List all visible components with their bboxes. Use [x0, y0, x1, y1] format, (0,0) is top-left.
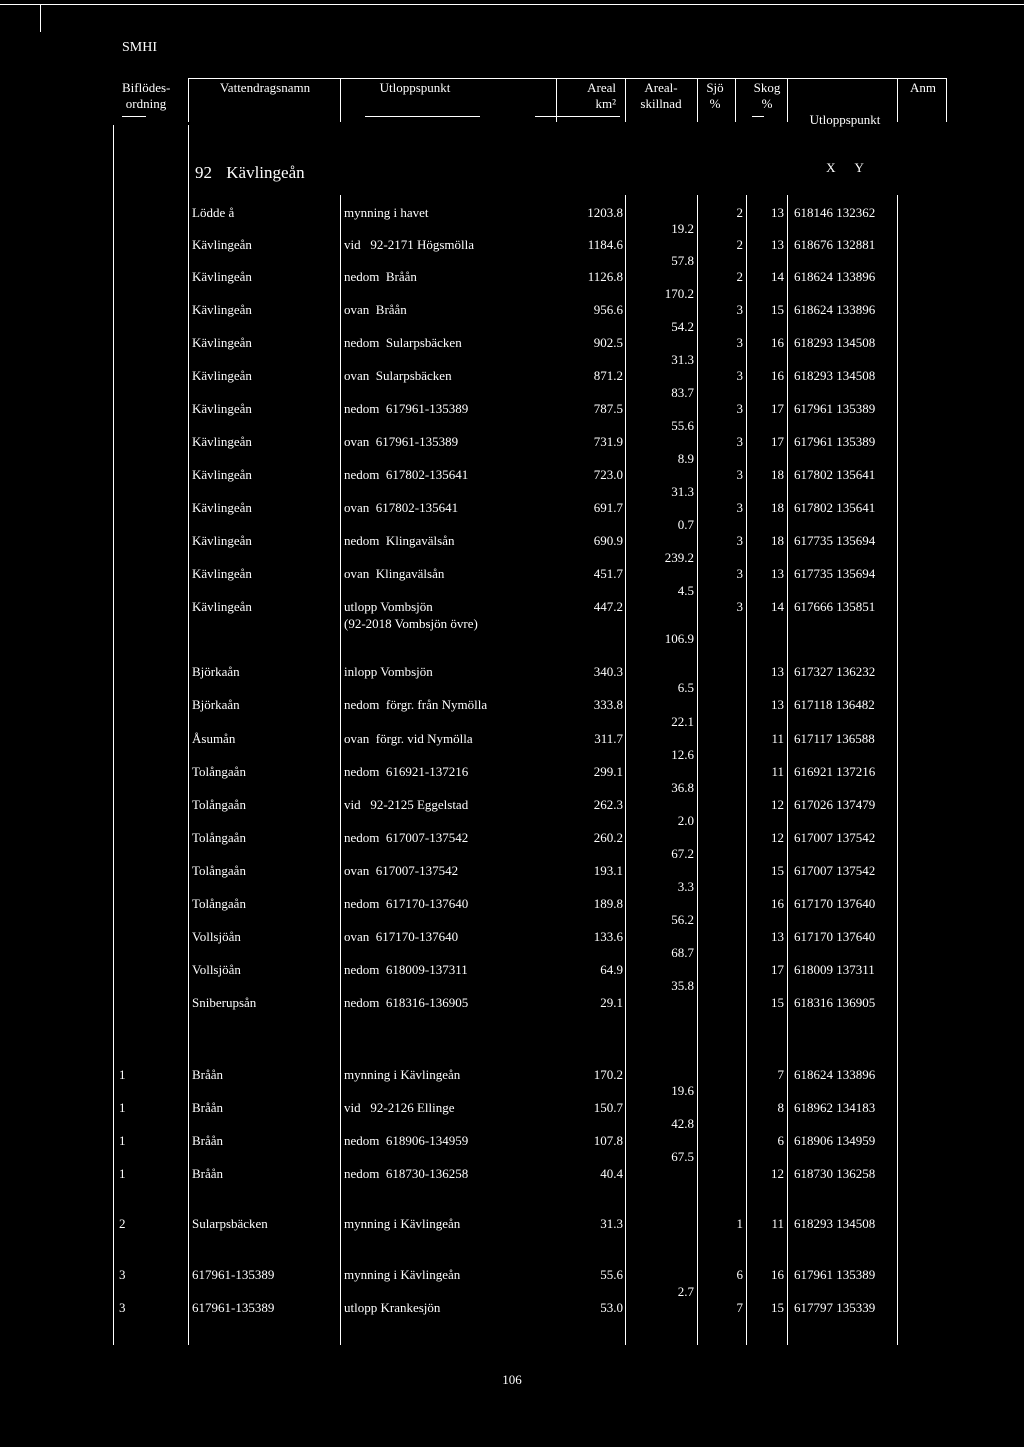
header-arealskillnad — [628, 80, 694, 112]
name-cell: Kävlingeån — [192, 269, 252, 284]
outlet-cell: ovan Sularpsbäcken — [344, 368, 452, 383]
forest-percent-cell: 17 — [771, 434, 784, 449]
forest-percent-cell: 13 — [771, 205, 784, 220]
forest-percent-cell: 7 — [777, 1067, 784, 1082]
coordinates-cell: 617735 135694 — [794, 533, 876, 548]
header-biflodesordning — [122, 80, 170, 112]
outlet-cell: nedom 618730-136258 — [344, 1166, 469, 1181]
lake-percent-cell: 7 — [736, 1300, 743, 1315]
column-rule — [188, 125, 189, 1345]
header-skog — [750, 80, 784, 112]
forest-percent-cell: 13 — [771, 929, 784, 944]
coordinates-cell: 618962 134183 — [794, 1100, 876, 1115]
lake-percent-cell: 2 — [736, 205, 743, 220]
area-cell: 64.9 — [600, 962, 623, 977]
lake-percent-cell: 3 — [736, 467, 743, 482]
area-cell: 260.2 — [593, 830, 623, 845]
column-rule — [787, 195, 788, 1345]
header-divider — [697, 78, 698, 122]
order-cell: 1 — [119, 1067, 126, 1082]
header-text: % — [761, 96, 773, 111]
forest-percent-cell: 15 — [771, 1300, 784, 1315]
area-difference-value: 19.2 — [671, 221, 694, 236]
forest-percent-cell: 16 — [771, 368, 784, 383]
outlet-cell: nedom Klingavälsån — [344, 533, 455, 548]
area-cell: 53.0 — [600, 1300, 623, 1315]
name-cell: Bråån — [192, 1067, 224, 1082]
header-text: skillnad — [640, 96, 682, 111]
forest-percent-cell: 14 — [771, 599, 784, 614]
frame-line — [0, 4, 40, 5]
area-difference-value: 56.2 — [671, 912, 694, 927]
coordinates-cell: 618730 136258 — [794, 1166, 876, 1181]
header-text: Utloppspunkt — [809, 112, 881, 127]
coordinates-cell: 617327 136232 — [794, 664, 876, 679]
outlet-cell: nedom 617802-135641 — [344, 467, 469, 482]
coordinates-cell: 617797 135339 — [794, 1300, 876, 1315]
forest-percent-cell: 8 — [777, 1100, 784, 1115]
name-cell: 617961-135389 — [192, 1300, 275, 1315]
name-cell: Björkaån — [192, 697, 240, 712]
outlet-cell: vid 92-2126 Ellinge — [344, 1100, 455, 1115]
lake-percent-cell: 3 — [736, 500, 743, 515]
name-cell: Tolångaån — [192, 830, 246, 845]
header-text: km² — [595, 96, 616, 111]
area-difference-value: 31.3 — [671, 352, 694, 367]
column-rule — [340, 195, 341, 1345]
forest-percent-cell: 12 — [771, 1166, 784, 1181]
outlet-cell: vid 92-2171 Högsmölla — [344, 237, 474, 252]
name-cell: Björkaån — [192, 664, 240, 679]
outlet-cell: ovan 617802-135641 — [344, 500, 459, 515]
outlet-cell: mynning i Kävlingeån — [344, 1216, 461, 1231]
forest-percent-cell: 13 — [771, 697, 784, 712]
order-cell: 2 — [119, 1216, 126, 1231]
area-cell: 133.6 — [593, 929, 623, 944]
lake-percent-cell: 2 — [736, 237, 743, 252]
area-cell: 723.0 — [593, 467, 623, 482]
forest-percent-cell: 11 — [771, 731, 784, 746]
header-rule — [752, 116, 764, 117]
header-text: ordning — [125, 96, 167, 111]
order-cell: 1 — [119, 1166, 126, 1181]
lake-percent-cell: 3 — [736, 434, 743, 449]
header-text: Sjö — [706, 80, 724, 95]
header-rule — [365, 116, 480, 117]
page-number: 106 — [502, 1372, 522, 1387]
outlet-note-cell: (92-2018 Vombsjön övre) — [344, 616, 478, 631]
outlet-cell: utlopp Vombsjön — [344, 599, 433, 614]
coordinates-cell: 618676 132881 — [794, 237, 876, 252]
area-difference-value: 6.5 — [677, 680, 694, 695]
coordinates-cell: 617961 135389 — [794, 401, 876, 416]
lake-percent-cell: 3 — [736, 302, 743, 317]
header-divider — [188, 78, 189, 122]
coordinates-cell: 618293 134508 — [794, 368, 876, 383]
area-difference-value: 68.7 — [671, 945, 694, 960]
area-difference-value: 2.0 — [677, 813, 694, 828]
area-difference-value: 22.1 — [671, 714, 694, 729]
header-divider — [556, 78, 557, 122]
outlet-cell: mynning i havet — [344, 205, 429, 220]
header-divider — [735, 78, 736, 122]
area-cell: 690.9 — [593, 533, 623, 548]
header-text: X Y — [826, 160, 864, 175]
area-cell: 31.3 — [600, 1216, 623, 1231]
section-title: 92 Kävlingeån — [195, 163, 305, 182]
coordinates-cell: 618009 137311 — [794, 962, 875, 977]
lake-percent-cell: 3 — [736, 566, 743, 581]
name-cell: Kävlingeån — [192, 599, 252, 614]
forest-percent-cell: 17 — [771, 962, 784, 977]
order-cell: 1 — [119, 1133, 126, 1148]
area-cell: 447.2 — [593, 599, 623, 614]
name-cell: Kävlingeån — [192, 368, 252, 383]
header-divider — [625, 78, 626, 122]
frame-line — [40, 4, 41, 32]
outlet-cell: nedom Sularpsbäcken — [344, 335, 462, 350]
outlet-cell: ovan förgr. vid Nymölla — [344, 731, 473, 746]
coordinates-cell: 618624 133896 — [794, 269, 876, 284]
forest-percent-cell: 17 — [771, 401, 784, 416]
outlet-cell: utlopp Krankesjön — [344, 1300, 441, 1315]
coordinates-cell: 617170 137640 — [794, 896, 876, 911]
area-cell: 340.3 — [593, 664, 623, 679]
coordinates-cell: 617961 135389 — [794, 1267, 876, 1282]
header-text: Biflödes- — [122, 80, 171, 95]
area-cell: 29.1 — [600, 995, 623, 1010]
area-cell: 262.3 — [593, 797, 623, 812]
area-cell: 150.7 — [593, 1100, 623, 1115]
lake-percent-cell: 1 — [736, 1216, 743, 1231]
header-divider — [946, 78, 947, 122]
coordinates-cell: 617961 135389 — [794, 434, 876, 449]
name-cell: Kävlingeån — [192, 467, 252, 482]
forest-percent-cell: 15 — [771, 302, 784, 317]
coordinates-cell: 618624 133896 — [794, 302, 876, 317]
outlet-cell: ovan 617961-135389 — [344, 434, 459, 449]
forest-percent-cell: 12 — [771, 797, 784, 812]
area-cell: 451.7 — [593, 566, 623, 581]
area-cell: 189.8 — [593, 896, 623, 911]
name-cell: Tolångaån — [192, 797, 246, 812]
lake-percent-cell: 6 — [736, 1267, 743, 1282]
order-cell: 3 — [119, 1267, 126, 1282]
outlet-cell: mynning i Kävlingeån — [344, 1067, 461, 1082]
header-anm: Anm — [910, 80, 936, 95]
lake-percent-cell: 3 — [736, 335, 743, 350]
area-cell: 299.1 — [593, 764, 623, 779]
name-cell: Sularpsbäcken — [192, 1216, 268, 1231]
coordinates-cell: 617118 136482 — [794, 697, 875, 712]
column-rule — [897, 195, 898, 1345]
forest-percent-cell: 18 — [771, 467, 784, 482]
lake-percent-cell: 3 — [736, 401, 743, 416]
name-cell: Kävlingeån — [192, 434, 252, 449]
agency-label: SMHI — [122, 40, 158, 55]
column-rule — [625, 195, 626, 1345]
outlet-cell: inlopp Vombsjön — [344, 664, 433, 679]
header-rule — [122, 116, 146, 117]
area-difference-value: 67.5 — [671, 1149, 694, 1164]
area-cell: 956.6 — [593, 302, 623, 317]
name-cell: Tolångaån — [192, 863, 246, 878]
coordinates-cell: 618293 134508 — [794, 335, 876, 350]
frame-line — [40, 4, 1024, 5]
area-difference-value: 36.8 — [671, 780, 694, 795]
area-difference-value: 31.3 — [671, 484, 694, 499]
name-cell: Kävlingeån — [192, 401, 252, 416]
outlet-cell: mynning i Kävlingeån — [344, 1267, 461, 1282]
header-rule — [188, 78, 946, 79]
name-cell: Bråån — [192, 1133, 224, 1148]
name-cell: Tolångaån — [192, 896, 246, 911]
forest-percent-cell: 15 — [771, 995, 784, 1010]
outlet-cell: nedom 618316-136905 — [344, 995, 469, 1010]
name-cell: Kävlingeån — [192, 335, 252, 350]
coordinates-cell: 617007 137542 — [794, 830, 876, 845]
lake-percent-cell: 3 — [736, 533, 743, 548]
outlet-cell: ovan 617007-137542 — [344, 863, 459, 878]
forest-percent-cell: 6 — [777, 1133, 784, 1148]
header-utloppspunkt: Utloppspunkt — [379, 80, 451, 95]
area-difference-value: 170.2 — [664, 286, 694, 301]
area-difference-value: 0.7 — [677, 517, 694, 532]
coordinates-cell: 618316 136905 — [794, 995, 876, 1010]
name-cell: Kävlingeån — [192, 500, 252, 515]
area-difference-value: 4.5 — [677, 583, 694, 598]
coordinates-cell: 617802 135641 — [794, 500, 876, 515]
area-difference-value: 54.2 — [671, 319, 694, 334]
forest-percent-cell: 14 — [771, 269, 784, 284]
name-cell: Sniberupsån — [192, 995, 257, 1010]
area-cell: 1126.8 — [587, 269, 623, 284]
area-cell: 55.6 — [600, 1267, 623, 1282]
header-rule — [535, 116, 620, 117]
forest-percent-cell: 18 — [771, 500, 784, 515]
area-difference-value: 19.6 — [671, 1083, 694, 1098]
name-cell: Bråån — [192, 1100, 224, 1115]
name-cell: Kävlingeån — [192, 237, 252, 252]
name-cell: Tolångaån — [192, 764, 246, 779]
name-cell: Kävlingeån — [192, 302, 252, 317]
outlet-cell: nedom 616921-137216 — [344, 764, 469, 779]
forest-percent-cell: 16 — [771, 335, 784, 350]
area-difference-value: 55.6 — [671, 418, 694, 433]
area-cell: 170.2 — [593, 1067, 623, 1082]
order-cell: 1 — [119, 1100, 126, 1115]
coordinates-cell: 618146 132362 — [794, 205, 876, 220]
area-difference-value: 42.8 — [671, 1116, 694, 1131]
forest-percent-cell: 13 — [771, 566, 784, 581]
name-cell: Vollsjöån — [192, 962, 241, 977]
area-cell: 193.1 — [593, 863, 623, 878]
coordinates-cell: 617170 137640 — [794, 929, 876, 944]
outlet-cell: nedom 617961-135389 — [344, 401, 469, 416]
lake-percent-cell: 3 — [736, 368, 743, 383]
name-cell: Vollsjöån — [192, 929, 241, 944]
area-cell: 40.4 — [600, 1166, 623, 1181]
name-cell: Kävlingeån — [192, 533, 252, 548]
area-cell: 787.5 — [593, 401, 623, 416]
column-rule — [113, 125, 114, 1345]
header-text: % — [709, 96, 721, 111]
lake-percent-cell: 2 — [736, 269, 743, 284]
forest-percent-cell: 13 — [771, 237, 784, 252]
name-cell: 617961-135389 — [192, 1267, 275, 1282]
area-cell: 902.5 — [593, 335, 623, 350]
area-cell: 1184.6 — [587, 237, 623, 252]
name-cell: Bråån — [192, 1166, 224, 1181]
area-difference-value: 2.7 — [677, 1284, 694, 1299]
area-difference-value: 35.8 — [671, 978, 694, 993]
outlet-cell: nedom Bråån — [344, 269, 417, 284]
area-cell: 107.8 — [593, 1133, 623, 1148]
order-cell: 3 — [119, 1300, 126, 1315]
outlet-cell: ovan Klingavälsån — [344, 566, 445, 581]
area-cell: 1203.8 — [587, 205, 623, 220]
header-divider — [340, 78, 341, 122]
area-cell: 333.8 — [593, 697, 623, 712]
forest-percent-cell: 18 — [771, 533, 784, 548]
coordinates-cell: 618624 133896 — [794, 1067, 876, 1082]
forest-percent-cell: 12 — [771, 830, 784, 845]
lake-percent-cell: 3 — [736, 599, 743, 614]
area-cell: 691.7 — [593, 500, 623, 515]
outlet-cell: nedom 618009-137311 — [344, 962, 468, 977]
outlet-cell: nedom 617007-137542 — [344, 830, 469, 845]
name-cell: Åsumån — [192, 731, 236, 746]
header-divider — [897, 78, 898, 122]
header-utloppspunkt-xy — [790, 80, 900, 192]
coordinates-cell: 617802 135641 — [794, 467, 876, 482]
header-divider — [787, 78, 788, 122]
area-difference-value: 8.9 — [677, 451, 694, 466]
coordinates-cell: 616921 137216 — [794, 764, 876, 779]
area-difference-value: 57.8 — [671, 253, 694, 268]
column-rule — [697, 195, 698, 1345]
name-cell: Kävlingeån — [192, 566, 252, 581]
forest-percent-cell: 16 — [771, 1267, 784, 1282]
header-areal — [560, 80, 616, 112]
column-rule — [746, 195, 747, 1345]
area-difference-value: 83.7 — [671, 385, 694, 400]
area-difference-value: 3.3 — [677, 879, 694, 894]
outlet-cell: nedom 617170-137640 — [344, 896, 469, 911]
header-vattendragsnamn: Vattendragsnamn — [219, 80, 311, 95]
forest-percent-cell: 15 — [771, 863, 784, 878]
forest-percent-cell: 11 — [771, 1216, 784, 1231]
header-sjo — [700, 80, 730, 112]
forest-percent-cell: 13 — [771, 664, 784, 679]
forest-percent-cell: 16 — [771, 896, 784, 911]
outlet-cell: ovan Bråån — [344, 302, 407, 317]
coordinates-cell: 617666 135851 — [794, 599, 876, 614]
area-difference-value: 239.2 — [664, 550, 694, 565]
coordinates-cell: 618906 134959 — [794, 1133, 876, 1148]
name-cell: Lödde å — [192, 205, 235, 220]
coordinates-cell: 617026 137479 — [794, 797, 876, 812]
coordinates-cell: 617117 136588 — [794, 731, 875, 746]
area-difference-value: 12.6 — [671, 747, 694, 762]
coordinates-cell: 617735 135694 — [794, 566, 876, 581]
coordinates-cell: 618293 134508 — [794, 1216, 876, 1231]
area-difference-value: 67.2 — [671, 846, 694, 861]
coordinates-cell: 617007 137542 — [794, 863, 876, 878]
header-text: Skog — [753, 80, 781, 95]
forest-percent-cell: 11 — [771, 764, 784, 779]
outlet-cell: vid 92-2125 Eggelstad — [344, 797, 469, 812]
outlet-cell: ovan 617170-137640 — [344, 929, 459, 944]
area-difference-value: 106.9 — [664, 631, 694, 646]
outlet-cell: nedom förgr. från Nymölla — [344, 697, 488, 712]
area-cell: 731.9 — [593, 434, 623, 449]
area-cell: 871.2 — [593, 368, 623, 383]
header-text: Areal- — [644, 80, 678, 95]
outlet-cell: nedom 618906-134959 — [344, 1133, 469, 1148]
header-text: Areal — [587, 80, 616, 95]
area-cell: 311.7 — [594, 731, 623, 746]
